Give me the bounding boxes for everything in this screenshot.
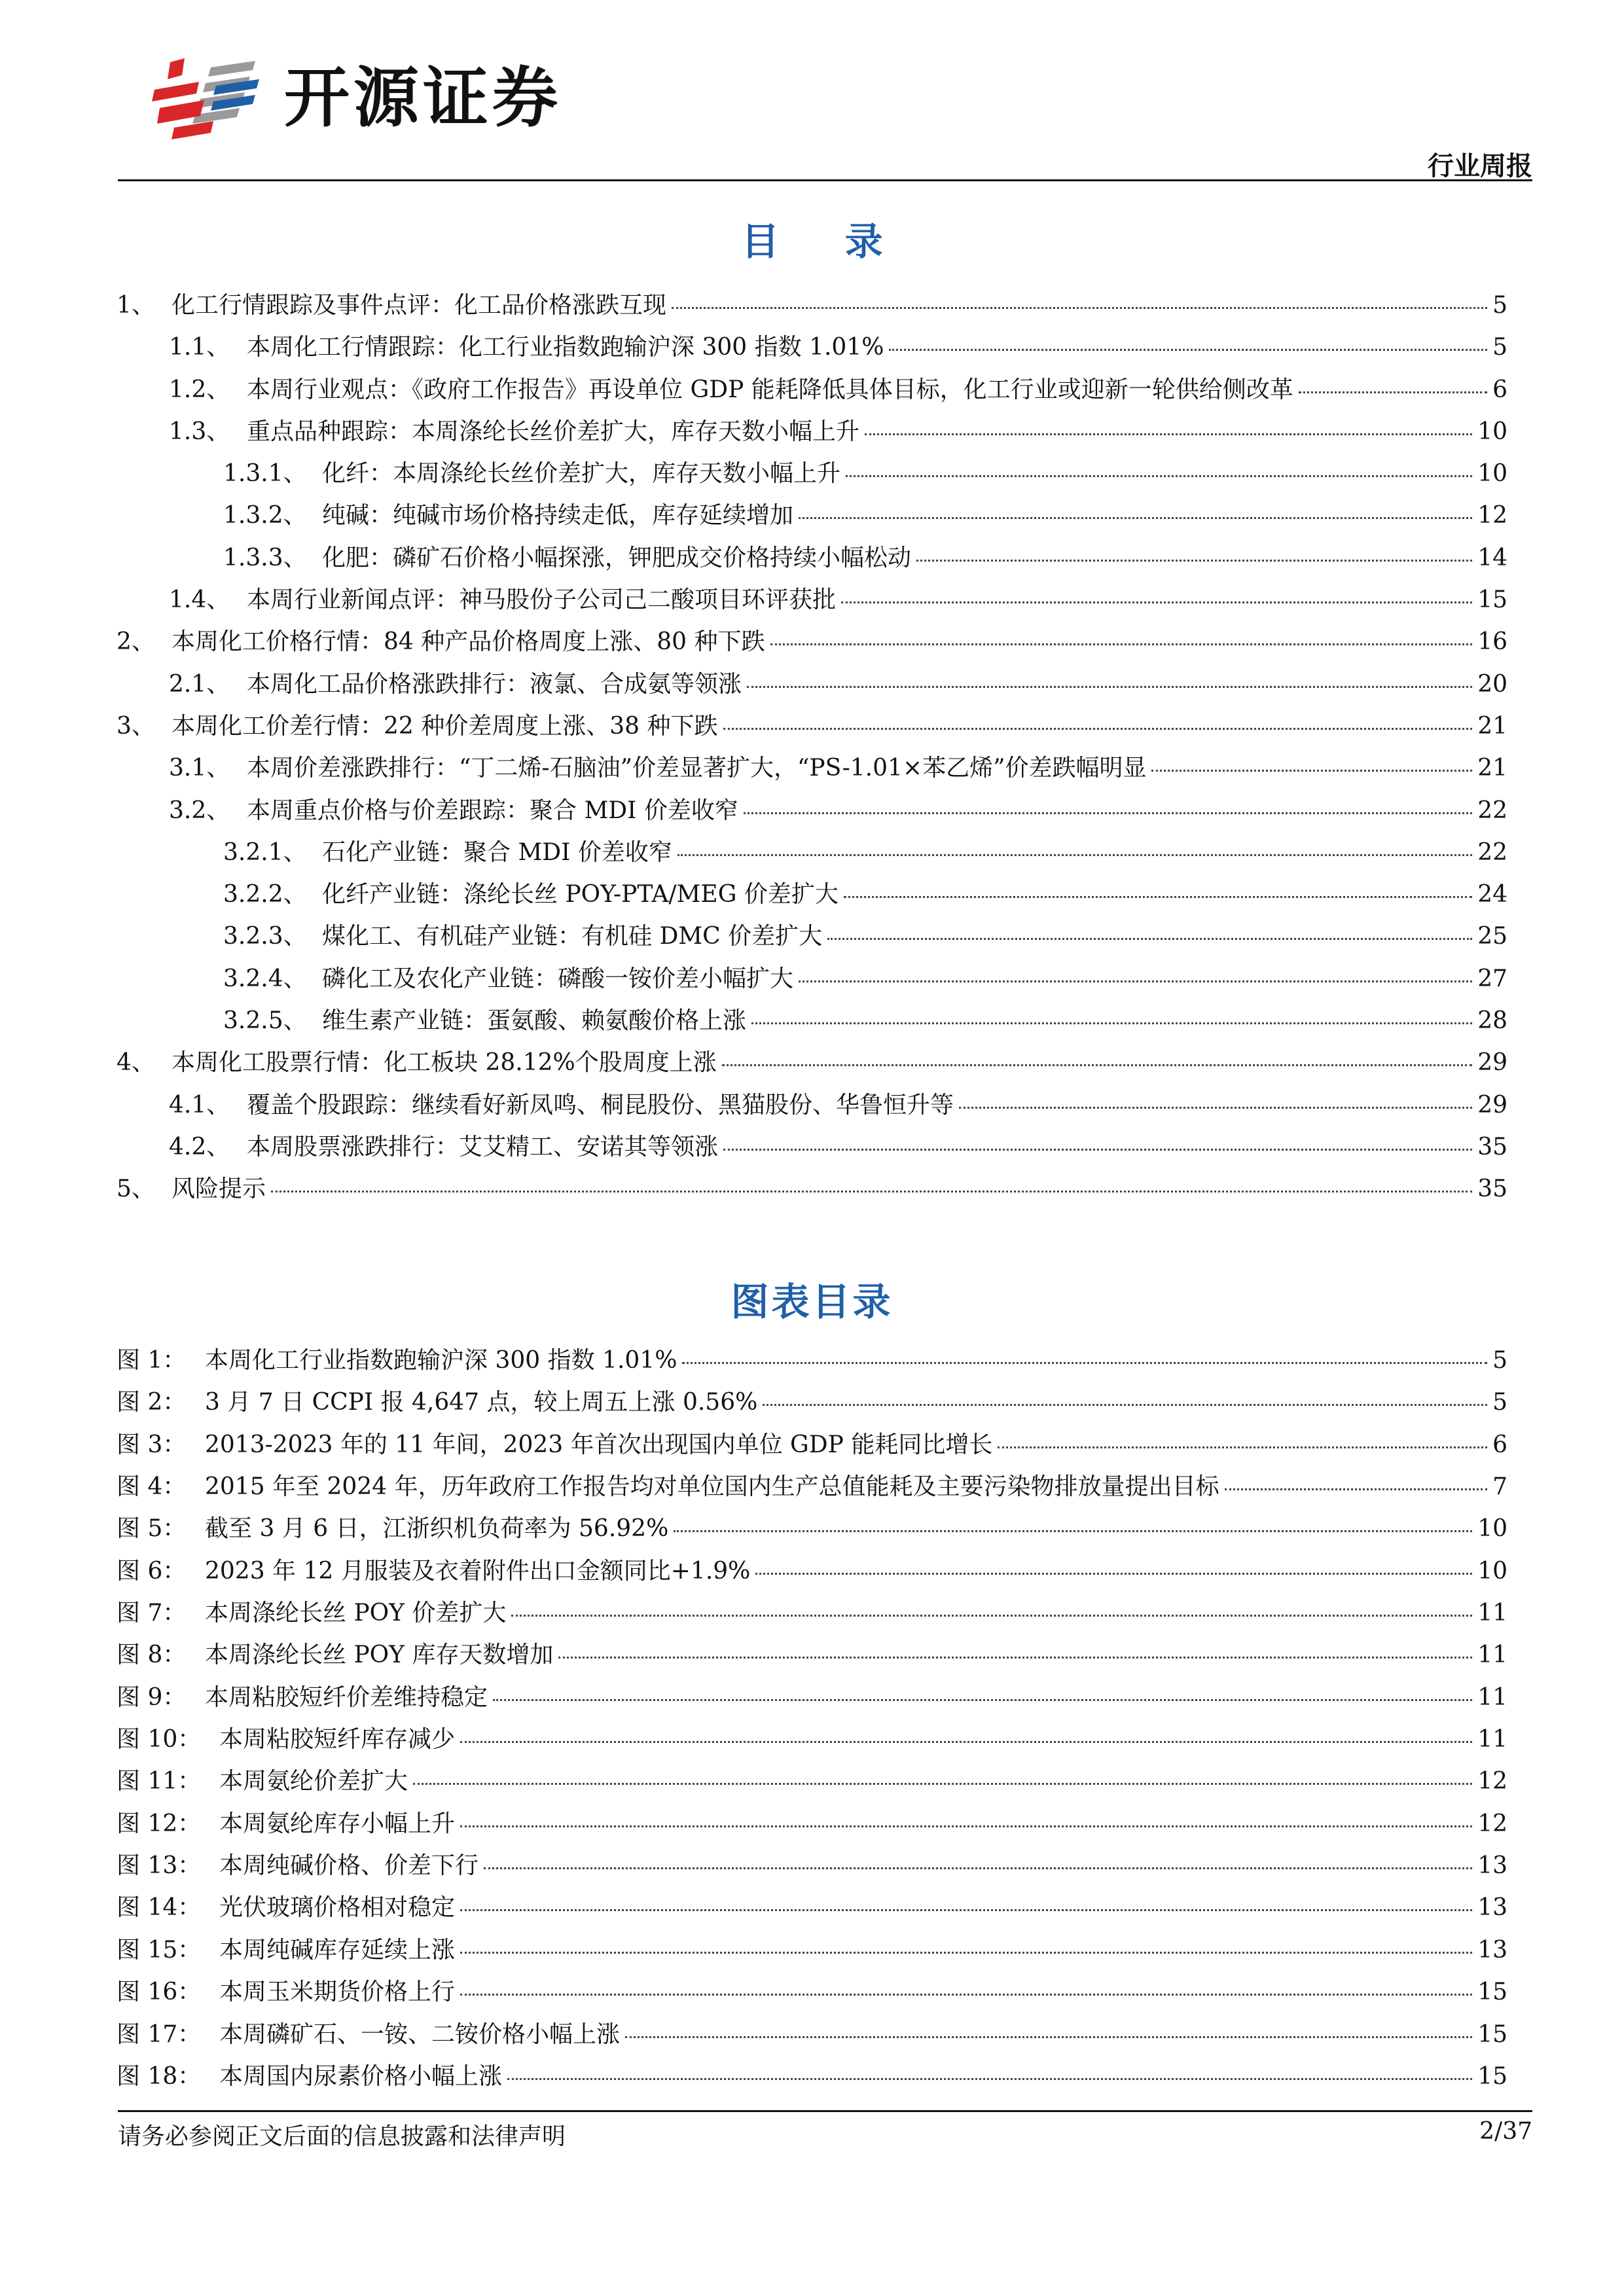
dot-leader [460,1825,1472,1827]
toc-entry[interactable] [117,497,1507,539]
dot-leader [827,938,1472,940]
figure-entry[interactable] [117,2058,1507,2100]
entry-number: 图 4： [117,1473,187,1501]
entry-title: 磷化工及农化产业链：磷酸一铵价差小幅扩大 [322,965,794,992]
toc-entry[interactable] [117,413,1507,455]
entry-title: 光伏玻璃价格相对稳定 [219,1894,456,1922]
entry-title: 化纤产业链：涤纶长丝 POY-PTA/MEG 价差扩大 [322,881,839,908]
entry-number: 图 8： [117,1641,187,1669]
entry-page: 22 [1477,797,1507,824]
toc-entry[interactable] [117,1128,1507,1170]
dot-leader [755,1573,1472,1575]
entry-title: 重点品种跟踪：本周涤纶长丝价差扩大，库存天数小幅上升 [247,418,860,445]
entry-number: 4.1、 [169,1091,230,1119]
dot-leader [799,517,1472,519]
figure-entry[interactable] [117,1342,1507,1384]
entry-page: 15 [1477,2020,1507,2048]
entry-page: 11 [1477,1683,1507,1711]
entry-number: 图 3： [117,1431,187,1458]
figure-entry[interactable] [117,1721,1507,1763]
entry-number: 1.3.2、 [223,502,307,529]
entry-page: 29 [1477,1049,1507,1077]
entry-page: 16 [1477,628,1507,656]
entry-title: 石化产业链：聚合 MDI 价差收窄 [322,838,672,866]
dot-leader [770,643,1473,645]
entry-number: 4.2、 [169,1133,230,1160]
entry-number: 3.2.4、 [223,965,307,992]
toc-entry[interactable] [117,1170,1507,1212]
figure-list [117,1342,1507,2100]
dot-leader [484,1867,1472,1869]
entry-page: 7 [1492,1473,1507,1501]
entry-number: 图 12： [117,1810,202,1837]
entry-page: 12 [1477,1768,1507,1795]
entry-number: 1.3、 [169,418,230,445]
entry-page: 13 [1477,1936,1507,1964]
figure-entry[interactable] [117,1931,1507,1973]
figure-entry[interactable] [117,1973,1507,2015]
entry-page: 25 [1477,923,1507,950]
dot-leader [413,1783,1472,1785]
entry-number: 图 2： [117,1389,187,1416]
entry-page: 35 [1477,1133,1507,1160]
dot-leader [460,1741,1472,1743]
dot-leader [511,1615,1472,1617]
figure-entry[interactable] [117,1594,1507,1636]
dot-leader [844,896,1472,898]
entry-title: 风险提示 [171,1175,266,1203]
entry-page: 15 [1477,1979,1507,2006]
entry-number: 1.4、 [169,586,230,614]
footer-divider [118,2110,1532,2112]
figure-entry[interactable] [117,1552,1507,1594]
toc-entry[interactable] [117,834,1507,876]
entry-page: 10 [1477,460,1507,488]
entry-page: 11 [1477,1641,1507,1669]
entry-title: 2023 年 12 月服装及衣着附件出口金额同比+1.9% [205,1557,751,1585]
kaiyuan-logo-icon [151,56,262,141]
entry-number: 5、 [117,1175,155,1203]
entry-title: 本周纯碱价格、价差下行 [219,1852,479,1880]
entry-title: 纯碱：纯碱市场价格持续走低，库存延续增加 [322,502,794,529]
entry-title: 维生素产业链：蛋氨酸、赖氨酸价格上涨 [322,1007,747,1035]
entry-title: 本周化工行业指数跑输沪深 300 指数 1.01% [205,1347,677,1374]
dot-leader [747,686,1472,688]
dot-leader [799,980,1472,982]
page-number: 2/37 [1479,2118,1532,2145]
dot-leader [493,1699,1472,1701]
entry-number: 3.2.1、 [223,838,307,866]
entry-title: 覆盖个股跟踪：继续看好新凤鸣、桐昆股份、黑猫股份、华鲁恒升等 [247,1091,954,1119]
toc-entry[interactable] [117,1044,1507,1086]
entry-title: 截至 3 月 6 日，江浙织机负荷率为 56.92% [205,1515,669,1543]
toc-entry[interactable] [117,581,1507,623]
entry-title: 3 月 7 日 CCPI 报 4,647 点，较上周五上涨 0.56% [205,1389,758,1416]
dot-leader [271,1191,1472,1193]
toc-list [117,287,1507,1213]
toc-entry[interactable] [117,708,1507,749]
entry-page: 11 [1477,1726,1507,1753]
toc-entry[interactable] [117,960,1507,1002]
toc-title: 目 录 [741,219,909,264]
entry-number: 图 10： [117,1726,202,1753]
toc-entry[interactable] [117,371,1507,413]
dot-leader [1151,770,1472,772]
entry-title: 本周粘胶短纤价差维持稳定 [205,1683,488,1711]
dot-leader [460,1952,1472,1954]
entry-page: 15 [1477,586,1507,614]
entry-number: 图 13： [117,1852,202,1880]
entry-page: 15 [1477,2062,1507,2090]
entry-title: 本周玉米期货价格上行 [219,1979,456,2006]
entry-number: 图 7： [117,1600,187,1627]
dot-leader [558,1657,1472,1659]
entry-number: 图 5： [117,1515,187,1543]
dot-leader [841,601,1472,603]
entry-page: 21 [1477,755,1507,782]
entry-number: 3.2.2、 [223,881,307,908]
entry-title: 本周磷矿石、一铵、二铵价格小幅上涨 [219,2020,621,2048]
dot-leader [723,1149,1472,1151]
dot-leader [722,1064,1472,1066]
dot-leader [625,2036,1472,2038]
figure-entry[interactable] [117,1510,1507,1552]
entry-title: 2015 年至 2024 年，历年政府工作报告均对单位国内生产总值能耗及主要污染物排放量提出目标 [205,1473,1219,1501]
entry-number: 图 14： [117,1894,202,1922]
figure-entry[interactable] [117,1468,1507,1510]
entry-number: 图 11： [117,1768,202,1795]
entry-title: 化肥：磷矿石价格小幅探涨，钾肥成交价格持续小幅松动 [322,544,912,571]
entry-title: 本周氨纶库存小幅上升 [219,1810,456,1837]
brand-logo [151,52,562,144]
dot-leader [1225,1488,1488,1490]
report-type: 行业周报 [1428,151,1532,181]
entry-title: 本周涤纶长丝 POY 库存天数增加 [205,1641,554,1669]
toc-entry[interactable] [117,876,1507,918]
dot-leader [672,307,1487,309]
entry-number: 图 18： [117,2062,202,2090]
dot-leader [998,1446,1487,1448]
figure-entry[interactable] [117,1805,1507,1847]
entry-page: 10 [1477,418,1507,445]
entry-title: 本周粘胶短纤库存减少 [219,1726,456,1753]
toc-entry[interactable] [117,749,1507,791]
figure-entry[interactable] [117,1889,1507,1931]
figure-entry[interactable] [117,1636,1507,1678]
entry-title: 本周氨纶价差扩大 [219,1768,408,1795]
entry-title: 本周价差涨跌排行：“丁二烯-石脑油”价差显著扩大，“PS-1.01×苯乙烯”价差跌幅明显 [247,755,1147,782]
toc-entry[interactable] [117,623,1507,665]
entry-title: 化工行情跟踪及事件点评：化工品价格涨跌互现 [171,292,667,319]
dot-leader [723,728,1473,730]
dot-leader [763,1404,1487,1406]
entry-page: 5 [1492,1347,1507,1374]
entry-title: 本周化工行情跟踪：化工行业指数跑输沪深 300 指数 1.01% [247,334,884,361]
entry-page: 24 [1477,881,1507,908]
entry-number: 1、 [117,292,155,319]
entry-page: 5 [1492,1389,1507,1416]
entry-number: 图 6： [117,1557,187,1585]
entry-title: 化纤：本周涤纶长丝价差扩大，库存天数小幅上升 [322,460,841,488]
entry-number: 图 15： [117,1936,202,1964]
entry-page: 10 [1477,1557,1507,1585]
header-divider [118,179,1532,181]
entry-page: 5 [1492,334,1507,361]
entry-page: 12 [1477,1810,1507,1837]
dot-leader [674,1530,1472,1532]
entry-number: 4、 [117,1049,155,1077]
toc-entry[interactable] [117,287,1507,329]
dot-leader [959,1107,1472,1109]
entry-page: 27 [1477,965,1507,992]
entry-number: 1.2、 [169,376,230,403]
footer-disclaimer: 请务必参阅正文后面的信息披露和法律声明 [118,2123,566,2150]
toc-entry[interactable] [117,1002,1507,1044]
dot-leader [916,560,1472,562]
entry-title: 本周化工品价格涨跌排行：液氯、合成氨等领涨 [247,670,742,698]
entry-page: 5 [1492,292,1507,319]
entry-page: 11 [1477,1600,1507,1627]
entry-title: 本周重点价格与价差跟踪：聚合 MDI 价差收窄 [247,797,738,824]
dot-leader [1299,391,1487,393]
dot-leader [865,433,1472,435]
entry-number: 1.3.1、 [223,460,307,488]
dot-leader [682,1362,1487,1364]
dot-leader [751,1022,1472,1024]
entry-number: 3.1、 [169,755,230,782]
entry-page: 22 [1477,838,1507,866]
entry-number: 3.2.3、 [223,923,307,950]
dot-leader [889,349,1487,351]
dot-leader [460,1994,1472,1996]
entry-page: 6 [1492,1431,1507,1458]
entry-title: 本周涤纶长丝 POY 价差扩大 [205,1600,507,1627]
brand-name: 开源证券 [284,60,562,136]
entry-title: 本周国内尿素价格小幅上涨 [219,2062,503,2090]
toc-entry[interactable] [117,666,1507,708]
entry-page: 35 [1477,1175,1507,1203]
toc-entry[interactable] [117,329,1507,370]
toc-entry[interactable] [117,539,1507,581]
entry-page: 28 [1477,1007,1507,1035]
dot-leader [507,2078,1472,2080]
entry-number: 3.2.5、 [223,1007,307,1035]
figure-entry[interactable] [117,1763,1507,1804]
figure-entry[interactable] [117,1426,1507,1468]
entry-title: 本周股票涨跌排行：艾艾精工、安诺其等领涨 [247,1133,719,1160]
entry-number: 图 9： [117,1683,187,1711]
entry-title: 2013-2023 年的 11 年间，2023 年首次出现国内单位 GDP 能耗同比增长 [205,1431,993,1458]
entry-page: 21 [1477,712,1507,740]
toc-entry[interactable] [117,792,1507,834]
entry-number: 3.2、 [169,797,230,824]
toc-entry[interactable] [117,1086,1507,1128]
entry-title: 本周行业新闻点评：神马股份子公司己二酸项目环评获批 [247,586,837,614]
toc-entry[interactable] [117,918,1507,960]
dot-leader [677,854,1472,856]
figure-entry[interactable] [117,2016,1507,2058]
entry-number: 2.1、 [169,670,230,698]
entry-number: 1.1、 [169,334,230,361]
entry-title: 本周纯碱库存延续上涨 [219,1936,456,1964]
toc-entry[interactable] [117,455,1507,497]
entry-page: 29 [1477,1091,1507,1119]
entry-number: 1.3.3、 [223,544,307,571]
entry-number: 2、 [117,628,155,656]
entry-page: 12 [1477,502,1507,529]
figure-list-title: 图表目录 [731,1280,893,1324]
entry-title: 本周化工价格行情：84 种产品价格周度上涨、80 种下跌 [171,628,765,656]
entry-page: 14 [1477,544,1507,571]
entry-page: 20 [1477,670,1507,698]
entry-page: 13 [1477,1852,1507,1880]
entry-number: 图 16： [117,1979,202,2006]
entry-page: 10 [1477,1515,1507,1543]
dot-leader [460,1909,1472,1911]
entry-title: 本周行业观点：《政府工作报告》再设单位 GDP 能耗降低具体目标，化工行业或迎新一轮供给侧改革 [247,376,1293,403]
figure-entry[interactable] [117,1384,1507,1426]
entry-page: 6 [1492,376,1507,403]
entry-number: 图 1： [117,1347,187,1374]
entry-title: 煤化工、有机硅产业链：有机硅 DMC 价差扩大 [322,923,823,950]
figure-entry[interactable] [117,1679,1507,1721]
entry-title: 本周化工股票行情：化工板块 28.12%个股周度上涨 [171,1049,717,1077]
entry-number: 3、 [117,712,155,740]
dot-leader [846,475,1472,477]
dot-leader [744,812,1472,814]
entry-title: 本周化工价差行情：22 种价差周度上涨、38 种下跌 [171,712,718,740]
figure-entry[interactable] [117,1847,1507,1889]
entry-number: 图 17： [117,2020,202,2048]
entry-page: 13 [1477,1894,1507,1922]
